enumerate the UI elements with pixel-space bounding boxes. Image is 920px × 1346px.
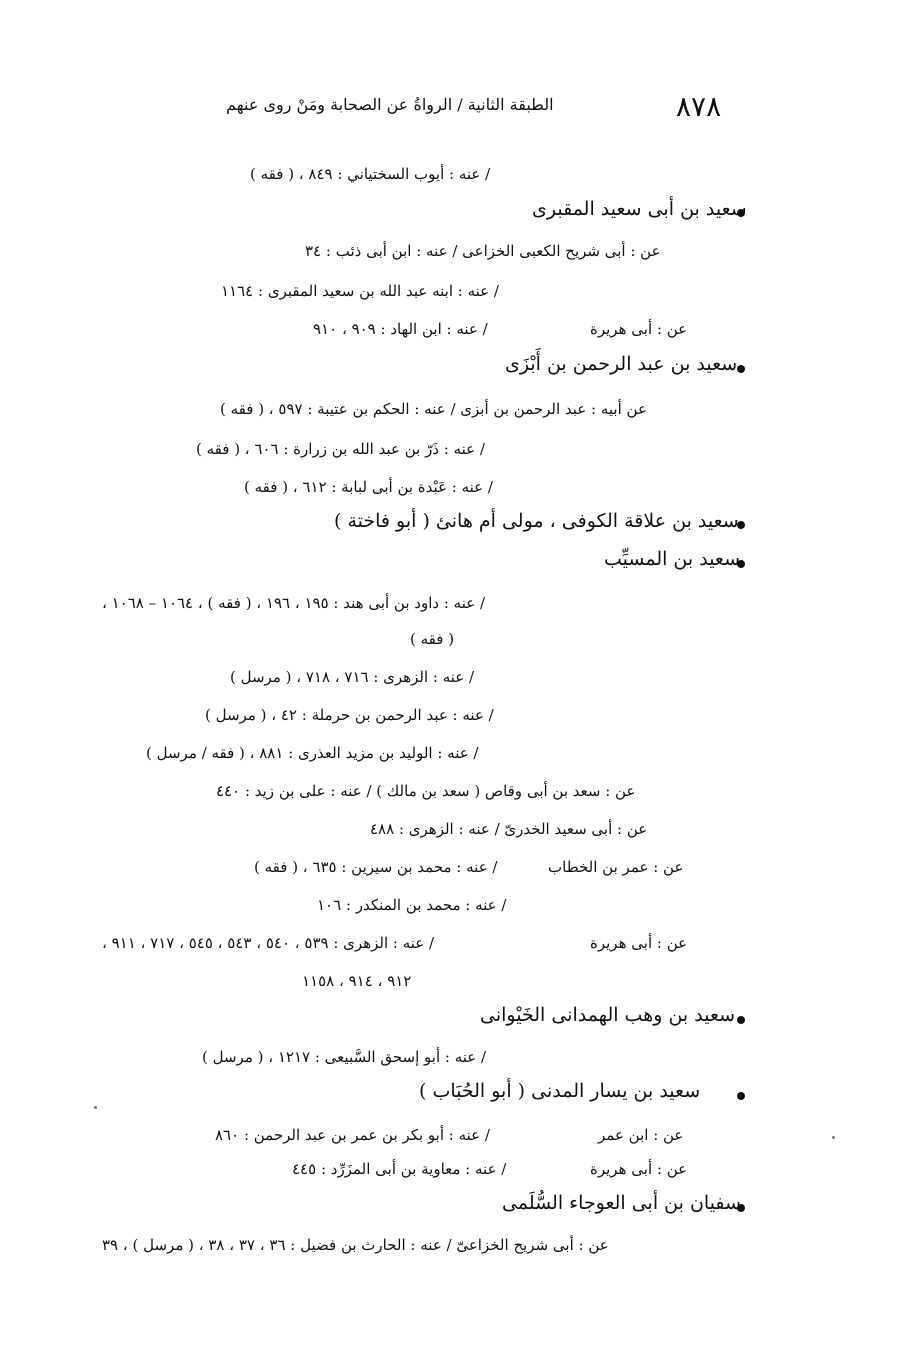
narrator-line: عن : ابن عمر [598,1126,684,1144]
entry-heading: سعيد بن المسيِّب [604,548,741,570]
entry-heading: سعيد بن وهب الهمدانى الخَيْوانى [480,1004,736,1026]
page-number: ٨٧٨ [676,90,722,123]
running-header: الطبقة الثانية / الرواةُ عن الصحابة ومَنْ روى عنهم [226,95,554,114]
entry-bullet [737,1092,745,1100]
entry-heading: سعيد بن أبى سعيد المقبرى [532,198,747,220]
narrator-line: / عنه : محمد بن المنكدر : ١٠٦ [317,896,507,914]
narrator-line: / عنه : الزهرى : ٥٣٩ ، ٥٤٠ ، ٥٤٣ ، ٥٤٥ ، ٧١٧ ، ٩١١ ، [102,934,435,952]
narrator-line: / عنه : أبو إسحق السَّبيعى : ١٢١٧ ، ( مرسل ) [202,1048,487,1066]
narrator-line: / عنه : الزهرى : ٧١٦ ، ٧١٨ ، ( مرسل ) [230,668,475,686]
entry-heading: سعيد بن علاقة الكوفى ، مولى أم هانئ ( أبو فاختة ) [334,510,739,532]
narrator-line: عن : سعد بن أبى وقاص ( سعد بن مالك ) / عنه : على بن زيد : ٤٤٠ [216,782,636,800]
entry-heading: سعيد بن يسار المدنى ( أبو الحُبَاب ) [419,1080,701,1102]
narrator-line: / عنه : ذَرّ بن عبد الله بن زرارة : ٦٠٦ ، ( فقه ) [196,440,485,458]
entry-bullet [737,365,745,373]
narrator-line: / عنه : ابنه عبد الله بن سعيد المقبرى : ١١٦٤ [221,282,499,300]
entry-bullet [737,1016,745,1024]
narrator-line: عن أبيه : عبد الرحمن بن أبزى / عنه : الحكم بن عتيبة : ٥٩٧ ، ( فقه ) [220,400,647,418]
narrator-line: ( فقه ) [410,630,455,648]
narrator-line: / عنه : ابن الهاد : ٩٠٩ ، ٩١٠ [313,320,488,338]
print-speck [94,1106,97,1109]
narrator-line: عن : أبى هريرة [590,320,688,338]
entry-heading: سعيد بن عبد الرحمن بن أَبْزَى [505,353,738,375]
narrator-line: عن : أبى شريح الخزاعىّ / عنه : الحارث بن فضيل : ٣٦ ، ٣٧ ، ٣٨ ، ( مرسل ) ، ٣٩ [102,1236,609,1254]
narrator-line: / عنه : أيوب السختياني : ٨٤٩ ، ( فقه ) [250,165,491,183]
narrator-line: عن : أبى شريح الكعبى الخزاعى / عنه : ابن أبى ذئب : ٣٤ [305,242,661,260]
narrator-line: / عنه : أبو بكر بن عمر بن عبد الرحمن : ٨٦٠ [215,1126,490,1144]
narrator-line: عن : أبى سعيد الخدرىّ / عنه : الزهرى : ٤٨٨ [370,820,648,838]
narrator-line: / عنه : عبد الرحمن بن حرملة : ٤٢ ، ( مرسل ) [205,706,494,724]
entry-heading: سفيان بن أبى العوجاء السُّلَمى [502,1192,741,1214]
narrator-line: / عنه : الوليد بن مزيد العذرى : ٨٨١ ، ( فقه / مرسل ) [146,744,479,762]
narrator-line: ٩١٢ ، ٩١٤ ، ١١٥٨ [302,972,412,990]
narrator-line: / عنه : داود بن أبى هند : ١٩٥ ، ١٩٦ ، ( فقه ) ، ١٠٦٤ – ١٠٦٨ ، [102,594,485,612]
print-speck [832,1136,835,1139]
narrator-line: / عنه : معاوية بن أبى المزَرِّد : ٤٤٥ [292,1160,507,1178]
narrator-line: عن : أبى هريرة [590,934,688,952]
narrator-line: / عنه : عَبْدة بن أبى لبابة : ٦١٢ ، ( فقه ) [244,478,493,496]
narrator-line: عن : عمر بن الخطاب [548,858,684,876]
narrator-line: / عنه : محمد بن سيرين : ٦٣٥ ، ( فقه ) [254,858,498,876]
narrator-line: عن : أبى هريرة [590,1160,688,1178]
